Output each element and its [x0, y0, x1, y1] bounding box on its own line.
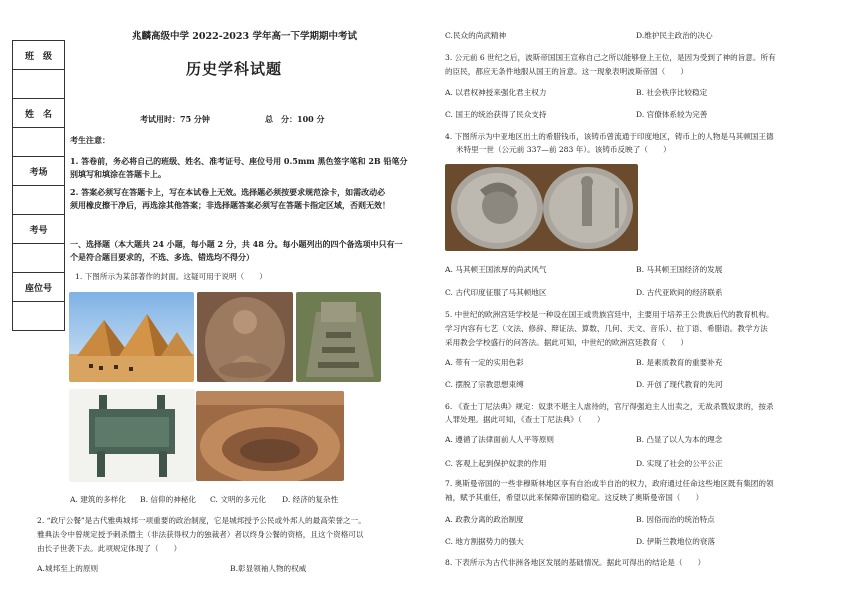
q4-line-1: 4. 下图所示为中亚地区出土的希腊钱币，该铸币曾流通于印度地区，铸币上的人物是马其顿国王德	[445, 132, 774, 141]
q3-option-d: D. 官僚体系较为完善	[636, 110, 708, 119]
section-1-line-1: 一、选择题（本大题共 24 小题，每小题 2 分，共 48 分。每小题列出的四个备选项中只有一	[70, 239, 403, 249]
q7-option-d: D. 伊斯兰教地位的衰落	[636, 537, 715, 546]
q4-option-c: C. 古代印度征服了马其顿地区	[445, 288, 547, 297]
q5-option-a: A. 带有一定的实用色彩	[445, 358, 524, 367]
notes-title: 考生注意：	[70, 135, 110, 145]
q5-line-1: 5. 中世纪的欧洲宫廷学校是一种设在国王或贵族宫廷中，主要用于培养王公贵族后代的教育机构。	[445, 310, 774, 319]
note-2-line-2: 须用橡皮擦干净后，再选涂其他答案；非选择题答案必须写在答题卡指定区域，否则无效！	[70, 200, 390, 210]
q4-option-a: A. 马其顿王国浓厚的尚武风气	[445, 265, 547, 274]
q2-line-1: 2. “政厅公餐”是古代雅典城邦一项重要的政治制度，它是城邦授予公民或外邦人的最高荣誉之一。	[37, 516, 366, 525]
q6-option-b: B. 凸显了以人为本的理念	[636, 435, 723, 444]
q4-option-d: D. 古代亚欧间的经济联系	[636, 288, 723, 297]
q5-option-c: C. 摆脱了宗教思想束缚	[445, 380, 524, 389]
q1-option-a: A. 建筑的多样化	[70, 495, 126, 504]
exam-room-label: 考场	[13, 157, 64, 186]
q4-option-b: B. 马其顿王国经济的发展	[636, 265, 723, 274]
seat-number-blank	[13, 302, 64, 330]
q1-option-b: B. 信仰的神秘化	[140, 495, 196, 504]
class-blank	[13, 70, 64, 99]
q7-line-1: 7. 奥斯曼帝国的一些非穆斯林地区享有自治或半自治的权力，政府通过任命这些地区既有集团的领	[445, 479, 774, 488]
q2-line-2: 雅典法令中曾规定授予刺杀僭主（非法获得权力的独裁者）者以终身公餐的资格，且这个资格可以	[37, 530, 364, 539]
q7-option-a: A. 政教分离的政治制度	[445, 515, 524, 524]
q2-option-b: B.彰显领袖人物的权威	[230, 564, 307, 573]
q2-line-3: 由长子世袭下去。此项规定体现了（ ）	[37, 544, 182, 553]
q1-option-d: D. 经济的复杂性	[282, 495, 339, 504]
q6-line-2: 人罪处理。据此可知，《查士丁尼法典》（ ）	[445, 415, 605, 424]
q5-option-b: B. 是素质教育的重要补充	[636, 358, 723, 367]
name-blank	[13, 128, 64, 157]
note-1-line-2: 别填写和填涂在答题卡上。	[70, 169, 166, 179]
q3-option-a: A. 以君权神授来强化君主权力	[445, 88, 547, 97]
q6-option-a: A. 遵循了法律面前人人平等原则	[445, 435, 555, 444]
temple-ruins-image	[296, 292, 381, 382]
pyramids-image	[69, 292, 194, 382]
q2-option-a: A.城邦至上的原则	[37, 564, 99, 573]
q7-option-c: C. 地方割据势力的强大	[445, 537, 524, 546]
q2-option-c: C.民众的尚武精神	[445, 31, 507, 40]
name-label: 姓 名	[13, 99, 64, 128]
q3-line-1: 3. 公元前 6 世纪之后，波斯帝国国王宣称自己之所以能够登上王位，是因为受到了神的旨意。所有	[445, 53, 776, 62]
class-label: 班 级	[13, 41, 64, 70]
total-score: 总 分：100 分	[265, 114, 325, 124]
subject-title: 历史学科试题	[186, 60, 283, 78]
colosseum-image	[196, 391, 344, 481]
coin-image	[445, 164, 638, 251]
q6-option-c: C. 客观上起到保护奴隶的作用	[445, 459, 547, 468]
q3-option-c: C. 国王的统治获得了民众支持	[445, 110, 547, 119]
exam-number-label: 考号	[13, 215, 64, 244]
exam-number-blank	[13, 244, 64, 273]
q6-option-d: D. 实现了社会的公平公正	[636, 459, 723, 468]
q4-line-2: 米特里一世（公元前 337—前 283 年）。该铸币反映了（ ）	[456, 145, 671, 154]
student-info-table	[12, 40, 65, 331]
q5-line-2: 学习内容有七艺（文法、修辞、辩证法、算数、几何、天文、音乐）、拉丁语、希腊语。教学方法	[445, 324, 768, 333]
q1-stem: 1. 下图所示为某部著作的封面。这疑可用于说明（ ）	[75, 272, 267, 281]
school-title: 兆麟高级中学 2022-2023 学年高一下学期期中考试	[132, 31, 357, 42]
exam-time: 考试用时：75 分钟	[140, 114, 210, 124]
q7-option-b: B. 因俗而治的统治特点	[636, 515, 715, 524]
q2-option-d: D.维护民主政治的决心	[636, 31, 713, 40]
q5-option-d: D. 开创了现代教育的先河	[636, 380, 723, 389]
q7-line-2: 袖，赋予其重任，希望以此来保障帝国的稳定。这反映了奥斯曼帝国（ ）	[445, 493, 704, 502]
section-1-line-2: 个是符合题目要求的，不选、多选、错选均不得分）	[70, 252, 254, 262]
note-1-line-1: 1. 答卷前，务必将自己的班级、姓名、准考证号、座位号用 0.5mm 黑色签字笔和 2B 铅笔分	[70, 156, 408, 166]
bronze-vessel-image	[69, 389, 195, 482]
exam-room-blank	[13, 186, 64, 215]
q1-option-c: C. 文明的多元化	[210, 495, 266, 504]
q3-line-2: 的臣民，都应无条件地服从国王的旨意。这一现象表明波斯帝国（ ）	[445, 67, 688, 76]
q6-line-1: 6. 《查士丁尼法典》规定：奴隶不堪主人虐待的，官厅得强迫主人出卖之，无故杀戮奴隶的，按杀	[445, 402, 774, 411]
seat-number-label: 座位号	[13, 273, 64, 302]
q8-line-1: 8. 下表所示为古代非洲各地区发展的基础情况。据此可得出的结论是（ ）	[445, 558, 706, 567]
q3-option-b: B. 社会秩序比较稳定	[636, 88, 708, 97]
note-2-line-1: 2. 答案必须写在答题卡上，写在本试卷上无效。选择题必须按要求规范涂卡，如需改动必	[70, 187, 386, 197]
q5-line-3: 采用教会学校盛行的问答法。据此可知，中世纪的欧洲宫廷教育（ ）	[445, 338, 688, 347]
buddha-relief-image	[197, 292, 293, 382]
